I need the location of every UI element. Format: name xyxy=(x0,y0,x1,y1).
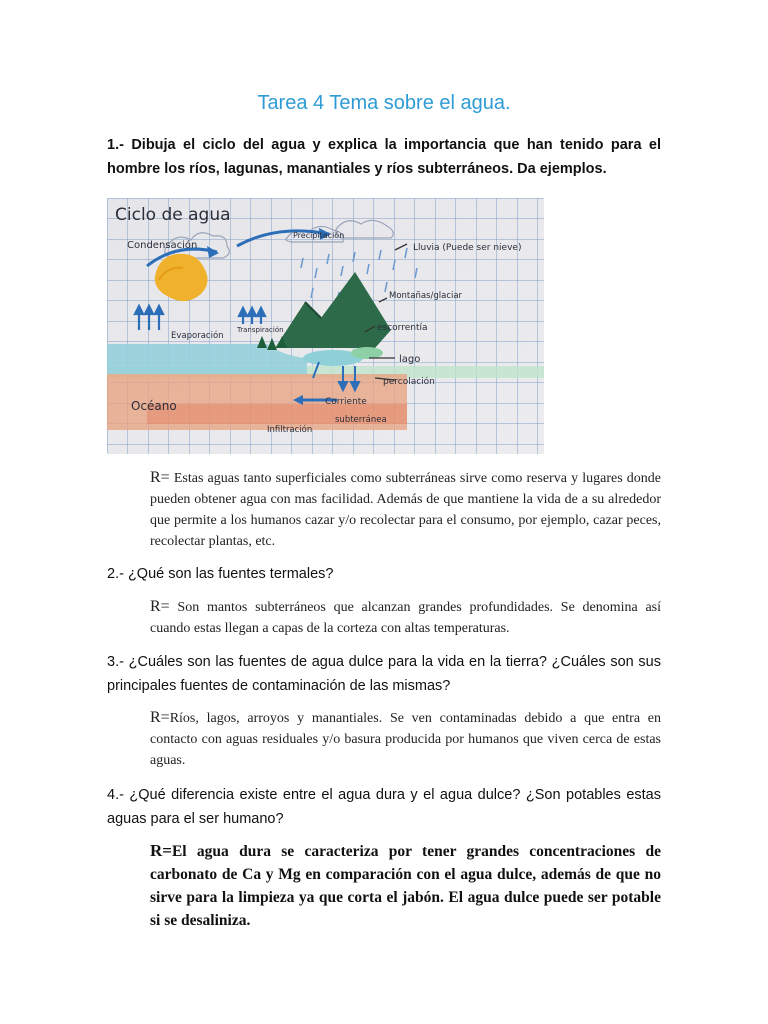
answer-3-text: Ríos, lagos, arroyos y manantiales. Se ven contaminadas debido a que entra en contacto con aguas residuales y/o basura producida por humanos que viven cerca de estas aguas. xyxy=(150,711,661,768)
question-1: 1.- Dibuja el ciclo del agua y explica la importancia que han tenido para el hombre los ríos, lagunas, manantiales y ríos subterráneos. Da ejemplos. xyxy=(107,137,661,177)
label-evaporacion: Evaporación xyxy=(171,331,224,341)
label-montanas: Montañas/glaciar xyxy=(389,291,463,301)
label-corriente: Corriente xyxy=(325,397,367,407)
answer-3-label: R= xyxy=(150,709,170,726)
label-condensacion: Condensación xyxy=(127,240,198,251)
answer-2-text: Son mantos subterráneos que alcanzan grandes profundidades. Se denomina así cuando estas llegan a capas de la corteza con altas temperaturas. xyxy=(150,600,661,636)
answer-1 xyxy=(150,467,661,552)
label-precipitacion: Precipitación xyxy=(293,231,345,240)
label-lago: lago xyxy=(399,354,421,365)
answer-2-label: R= xyxy=(150,598,170,615)
label-escorrentia: escorrentía xyxy=(377,323,428,333)
drawing-title: Ciclo de agua xyxy=(115,205,231,225)
label-subterranea: subterránea xyxy=(335,415,387,425)
water-cycle-drawing xyxy=(107,198,544,454)
answer-1-label: R= xyxy=(150,469,170,486)
answer-4 xyxy=(150,839,661,932)
answer-4-text: El agua dura se caracteriza por tener grandes concentraciones de carbonato de Ca y Mg en comparación con el agua dulce, además de que no sirve para la limpieza ya que corta el jabón. El agua dulce puede ser potable si se desaliniza. xyxy=(150,843,661,929)
answer-3 xyxy=(150,707,661,771)
label-percolacion: percolación xyxy=(383,377,435,387)
question-4: 4.- ¿Qué diferencia existe entre el agua dura y el agua dulce? ¿Son potables estas aguas para el ser humano? xyxy=(107,787,661,827)
tree-icons xyxy=(257,336,287,350)
label-lluvia: Lluvia (Puede ser nieve) xyxy=(413,243,522,253)
label-oceano: Océano xyxy=(131,399,177,413)
answer-4-label: R= xyxy=(150,841,172,860)
answer-1-text: Estas aguas tanto superficiales como subterráneas sirve como reserva y lugares donde pueden obtener agua con mas facilidad. Además de que mantiene la vida de a su alrededor que permite a los humanos cazar y/o recolectar para el consumo, por ejemplo, cazar peces, recolectar plantas, etc. xyxy=(150,471,661,549)
question-3: 3.- ¿Cuáles son las fuentes de agua dulce para la vida en la tierra? ¿Cuáles son sus principales fuentes de contaminación de las mismas? xyxy=(107,654,661,694)
label-infiltracion: Infiltración xyxy=(267,425,313,435)
label-transpiracion: Transpiración xyxy=(237,326,284,334)
answer-2 xyxy=(150,596,661,639)
question-2: 2.- ¿Qué son las fuentes termales? xyxy=(107,566,334,582)
page-title: Tarea 4 Tema sobre el agua. xyxy=(257,92,511,114)
